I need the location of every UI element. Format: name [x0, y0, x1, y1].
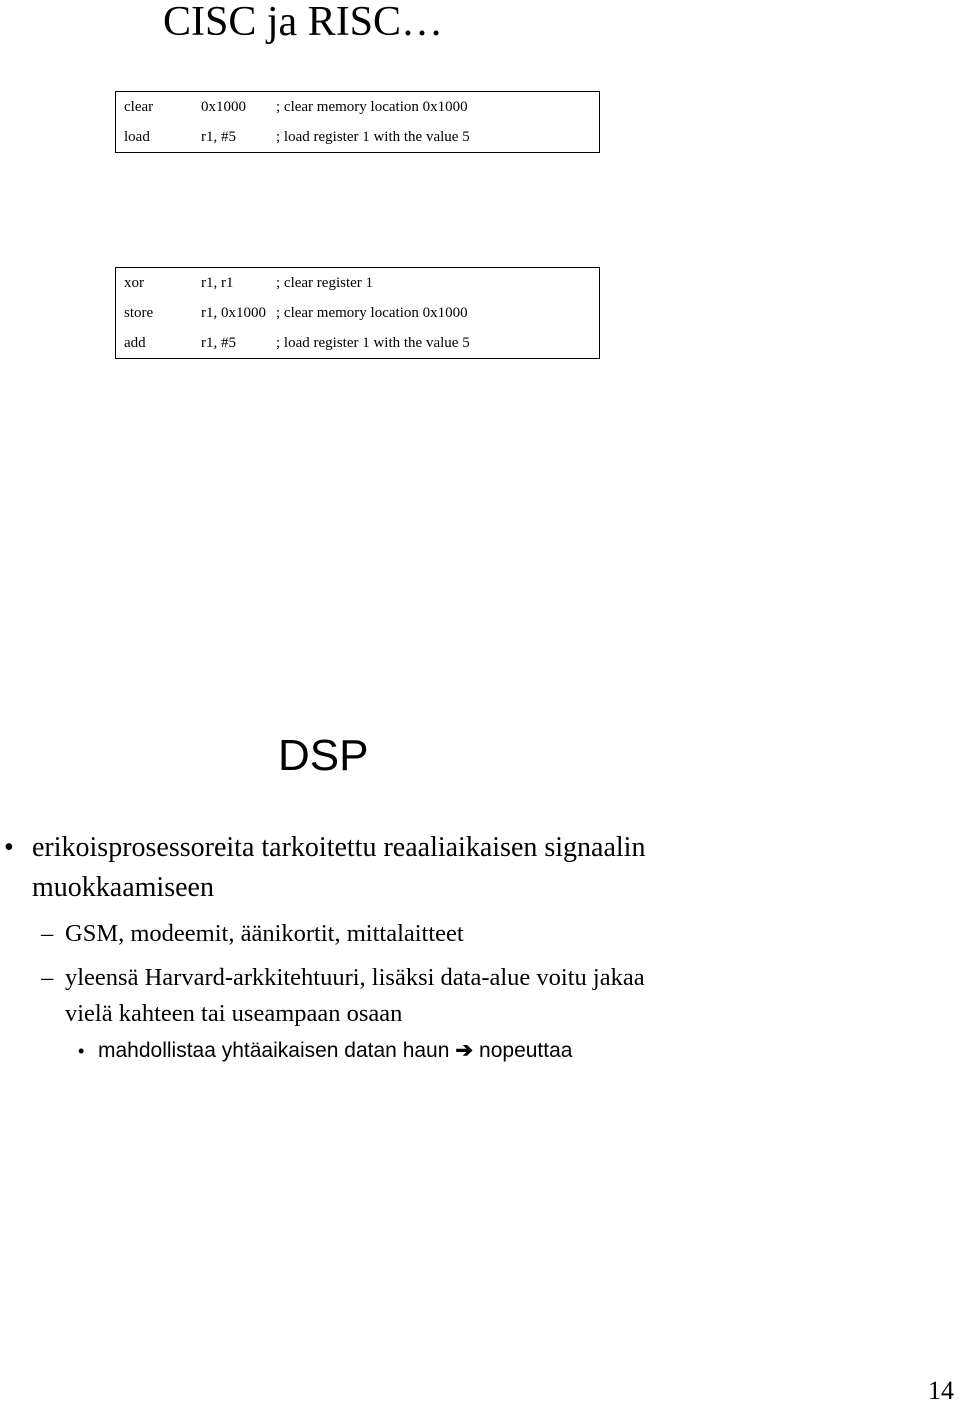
subsub-bullet [78, 1036, 698, 1066]
code-line [116, 97, 599, 127]
code-comment: ; clear register 1 [276, 275, 374, 291]
code-operands: 0x1000 [201, 99, 246, 115]
sub-bullet [41, 960, 685, 1032]
code-opcode: add [124, 335, 146, 351]
code-line [116, 273, 599, 303]
code-comment: ; clear memory location 0x1000 [276, 99, 468, 115]
sub-bullet [41, 916, 685, 952]
code-opcode: store [124, 305, 154, 321]
main-bullet [4, 828, 652, 908]
subsub-bullet-text-after: nopeuttaa [479, 1039, 573, 1062]
sub-bullet-text: yleensä Harvard-arkkitehtuuri, lisäksi data-alue voitu jakaa vielä kahteen tai useampaan osaan [65, 964, 645, 1027]
code-opcode: xor [124, 275, 144, 291]
bullet-dash: – [41, 920, 54, 947]
code-opcode: load [124, 129, 150, 145]
code-operands: r1, #5 [201, 335, 236, 351]
code-comment: ; clear memory location 0x1000 [276, 305, 468, 321]
code-opcode: clear [124, 99, 154, 115]
code-operands: r1, r1 [201, 275, 234, 291]
bullet-dash: – [41, 964, 54, 991]
cisc-code-box [115, 91, 600, 153]
code-operands: r1, #5 [201, 129, 236, 145]
main-bullet-text: erikoisprosessoreita tarkoitettu reaaliaikaisen signaalin muokkaamiseen [32, 832, 646, 903]
slide-title-dsp: DSP [278, 731, 369, 780]
code-operands: r1, 0x1000 [201, 305, 266, 321]
code-line [116, 127, 599, 157]
risc-code-box [115, 267, 600, 359]
bullet-dot: • [4, 832, 14, 863]
bullet-dot: • [78, 1041, 85, 1061]
code-comment: ; load register 1 with the value 5 [276, 335, 470, 351]
code-line [116, 303, 599, 333]
sub-bullet-text: GSM, modeemit, äänikortit, mittalaitteet [65, 920, 464, 947]
code-comment: ; load register 1 with the value 5 [276, 129, 470, 145]
code-line [116, 333, 599, 363]
right-arrow-icon: ➔ [455, 1039, 474, 1062]
subsub-bullet-text-before: mahdollistaa yhtäaikaisen datan haun [98, 1039, 450, 1062]
page-number: 14 [928, 1376, 954, 1405]
slide-title-cisc-risc: CISC ja RISC… [163, 0, 444, 45]
